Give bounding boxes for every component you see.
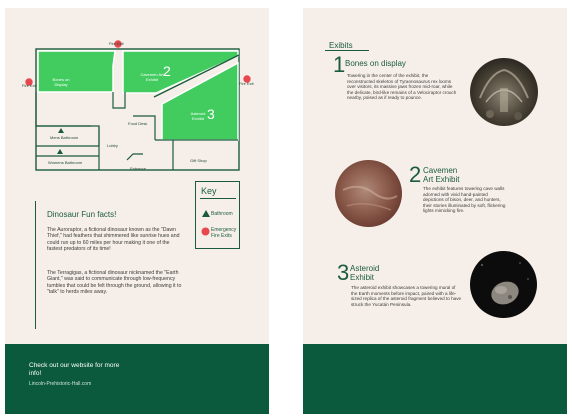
- fire-exit-dot-icon: [201, 227, 210, 236]
- exhibit-1-number: 1: [333, 52, 346, 77]
- entrance-label: Entrance: [130, 166, 147, 171]
- womens-bathroom-icon: [57, 149, 63, 154]
- exhibits-heading-underline: [325, 50, 369, 51]
- floor-map: [5, 8, 269, 208]
- fire-exit-right-label: Fire Exit: [239, 81, 254, 86]
- room-cavemen-number: 2: [163, 63, 171, 79]
- exhibits-heading: Exibits: [329, 41, 353, 50]
- bathroom-triangle-icon: [202, 210, 210, 217]
- exhibit-3-number: 3: [337, 260, 350, 285]
- key-fire-exit-label: Emergency Fire Exits: [211, 227, 237, 239]
- exhibit-3-description: The asteroid exhibit showcases a towering mural of the Earth moments before impact, paired with a life-sized replica of the asteroid fragment believed to have struck the Yucatán Peninsula.: [351, 285, 462, 307]
- footer-text: Check out our website for more info!: [29, 362, 120, 377]
- lobby-label: Lobby: [107, 143, 118, 148]
- exhibit-2-number: 2: [409, 162, 422, 187]
- mens-bathroom-label: Mens Bathroom: [50, 135, 79, 140]
- left-footer: [5, 344, 269, 414]
- mens-bathroom-icon: [58, 128, 64, 133]
- exhibit-1-description: Towering in the center of the exhibit, the reconstructed skeleton of Tyrannosaurus rex looms over visitors, its massive jaws frozen mid-roar, while the delicate, bird-like remains of a Velociraptor crouch nearby, poised as if ready to pounce.: [347, 73, 457, 101]
- exhibit-2-image: [335, 160, 402, 227]
- key-title: Key: [201, 186, 217, 196]
- right-page: [303, 8, 567, 414]
- exhibit-3-image: [470, 251, 537, 318]
- fire-exit-left-label: Fire Exit: [22, 83, 37, 88]
- exhibit-3-title: Asteroid Exhibit: [350, 264, 380, 282]
- fun-fact-paragraph-1: The Auroraptor, a fictional dinosaur known as the "Dawn Thief," had feathers that shimmered like sunrise hues and could run up to 60 miles per hour making it one of the fastest predators of its time!: [47, 227, 180, 252]
- footer-website-link[interactable]: Lincoln-Prehistoric-Hall.com: [29, 381, 92, 387]
- fun-fact-paragraph-2: The Terragigas, a fictional dinosaur nicknamed the "Earth Giant," was said to communicate through low-frequency tumbles that could be felt through the ground, allowing it to "talk" to herds miles away.: [47, 270, 182, 295]
- map-key: [195, 181, 240, 249]
- fire-exit-top-label: Fire Exit: [109, 41, 124, 46]
- fun-facts-title: Dinosaur Fun facts!: [47, 210, 117, 219]
- exhibit-1-image: [470, 58, 538, 126]
- gift-shop-label: Gift Shop: [190, 158, 207, 163]
- exhibit-2-title: Cavemen Art Exhibit: [423, 166, 460, 184]
- room-cavemen-label: Cavemen Art Exhibit: [140, 72, 164, 82]
- womens-bathroom-label: Womens Bathroom: [48, 160, 83, 165]
- key-bathroom-label: Bathroom: [211, 211, 233, 217]
- exhibit-1-title: Bones on display: [345, 59, 406, 68]
- left-page: [5, 8, 269, 414]
- room-asteroid-label: Asteroid Exhibit: [190, 111, 206, 121]
- exhibit-2-description: The exhibit features towering cave walls adorned with vivid hand-painted depictions of bison, deer, and hunters, their stories illuminated by soft, flickering lights mimicking fire.: [423, 186, 506, 214]
- room-asteroid-number: 3: [207, 106, 215, 122]
- room-bones-area[interactable]: [38, 51, 115, 92]
- fun-facts-rule: [35, 201, 36, 329]
- food-desk-label: Food Desk: [128, 121, 148, 126]
- right-footer: [303, 344, 567, 414]
- room-bones-label: Bones on Display: [52, 77, 70, 87]
